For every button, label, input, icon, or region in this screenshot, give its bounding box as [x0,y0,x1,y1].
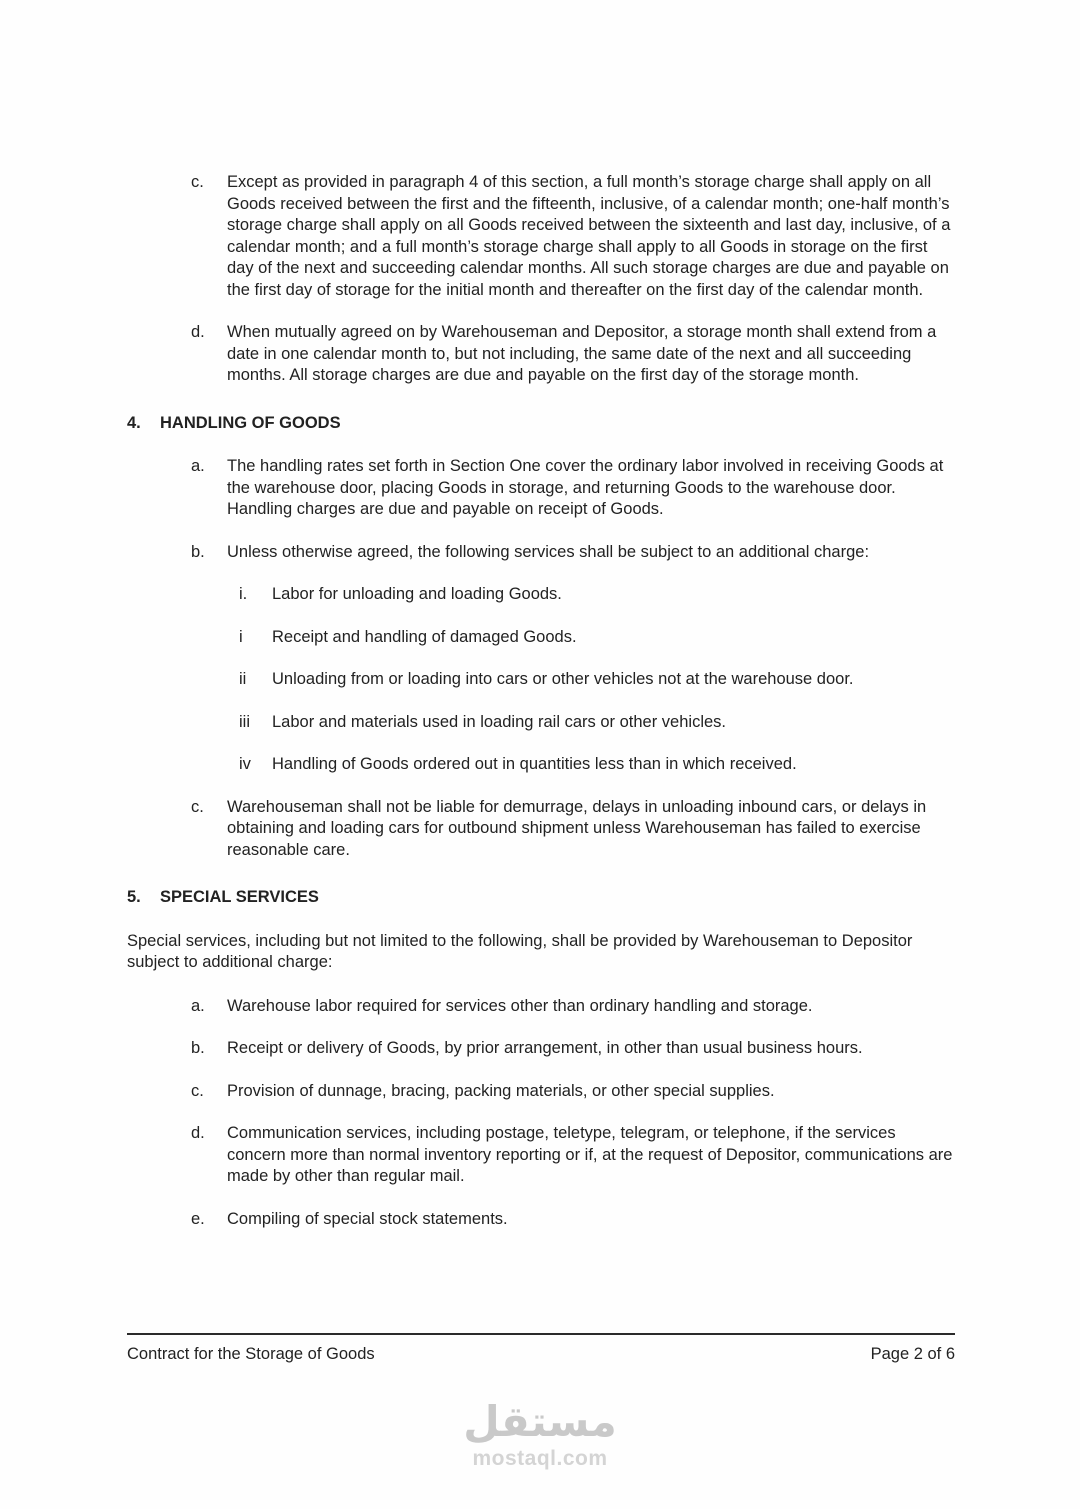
list-item-4b [191,542,955,564]
list-item-label: b. [191,542,205,561]
list-item-5b [191,1038,955,1060]
footer-document-title: Contract for the Storage of Goods [127,1345,375,1363]
list-item-label: e. [191,1209,205,1228]
list-item-c [191,172,955,301]
sublist-item-label: i [239,627,243,646]
list-item-label: d. [191,1124,205,1142]
sublist-item-label: ii [239,670,247,688]
sublist-item-iii [239,712,955,734]
list-item-text: Provision of dunnage, bracing, packing materials, or other special supplies. [227,1081,775,1100]
list-item-text: Except as provided in paragraph 4 of this section, a full month’s storage charge shall apply on all Goods received between the first and the fifteenth, inclusive, of a calendar month; one-half month’s storage charge shall apply on all Goods received between the sixteenth and last day, inclusive, of a calendar month; and a full month’s storage charge shall apply to all Goods in storage on the first day of the next and succeeding calendar months. All such storage charges are due and payable on the first day of storage for the initial month and thereafter on the first day of the calendar month. [227,173,951,299]
sublist-item-label: iv [239,755,251,773]
list-item-text: The handling rates set forth in Section One cover the ordinary labor involved in receiving Goods at the warehouse door, placing Goods in storage, and returning Goods to the warehouse door. Handling charges are due and payable on receipt of Goods. [227,457,944,518]
list-item-text: Warehouseman shall not be liable for demurrage, delays in unloading inbound cars, or delays in obtaining and loading cars for outbound shipment unless Warehouseman has failed to exercise reasonable care. [227,797,927,859]
watermark-logo: مستقل [463,1397,617,1446]
list-item-4c [191,797,955,862]
list-item-5e [191,1209,955,1231]
sublist-item-i [239,584,955,606]
list-item-d [191,322,955,387]
sublist-item-label: i. [239,585,248,603]
sublist-item-text: Labor for unloading and loading Goods. [272,585,562,603]
page-footer [127,1333,955,1366]
section-heading-5 [127,887,955,909]
sublist-item-ii [239,669,955,691]
section-title: HANDLING OF GOODS [160,413,341,432]
section-title: SPECIAL SERVICES [160,888,319,906]
list-item-label: d. [191,323,205,341]
list-item-text: When mutually agreed on by Warehouseman and Depositor, a storage month shall extend from a date in one calendar month to, but not including, the same date of the next and all succeeding months. All storage charges are due and payable on the first day of the storage month. [227,323,937,384]
list-item-text: Receipt or delivery of Goods, by prior arrangement, in other than usual business hours. [227,1039,863,1057]
roman-sublist [127,584,955,776]
section-number: 4. [127,413,141,432]
list-item-label: c. [191,797,204,816]
list-item-label: a. [191,457,205,475]
sublist-item-iv [239,754,955,776]
list-item-label: b. [191,1039,205,1057]
watermark [0,1398,1080,1472]
sublist-item-text: Handling of Goods ordered out in quantities less than in which received. [272,755,797,773]
sublist-item-text: Receipt and handling of damaged Goods. [272,627,577,646]
sublist-item-text: Labor and materials used in loading rail cars or other vehicles. [272,712,726,731]
list-item-5d [191,1123,955,1188]
watermark-site: mostaql.com [472,1447,608,1470]
list-item-text: Communication services, including postage, teletype, telegram, or telephone, if the services concern more than normal inventory reporting or if, at the request of Depositor, communications are made by other than regular mail. [227,1124,953,1185]
section-heading-4 [127,413,955,435]
sublist-item-label: iii [239,712,250,731]
list-item-5c [191,1081,955,1103]
footer-page-number: Page 2 of 6 [870,1345,955,1363]
sublist-item-i2 [239,627,955,649]
section-number: 5. [127,888,141,906]
list-item-text: Warehouse labor required for services other than ordinary handling and storage. [227,996,813,1015]
sublist-item-text: Unloading from or loading into cars or other vehicles not at the warehouse door. [272,670,854,688]
list-item-label: c. [191,173,204,191]
list-item-text: Compiling of special stock statements. [227,1209,508,1228]
section5-intro-paragraph: Special services, including but not limited to the following, shall be provided by Warehouseman to Depositor subject to additional charge: [127,931,913,971]
list-item-4a [191,456,955,521]
list-item-5a [191,996,955,1018]
list-item-label: a. [191,996,205,1015]
document-content [127,172,955,1251]
list-item-text: Unless otherwise agreed, the following services shall be subject to an additional charge: [227,542,870,561]
list-item-label: c. [191,1081,204,1100]
